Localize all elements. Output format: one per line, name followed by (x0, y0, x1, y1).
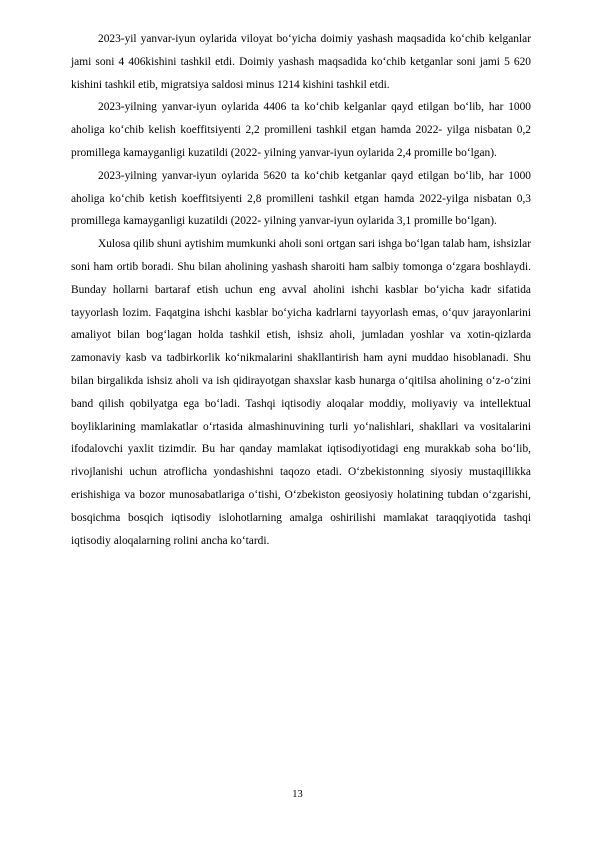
paragraph-immigration-summary: 2023-yil yanvar-iyun oylarida viloyat bo‘yicha doimiy yashash maqsadida ko‘chib kelganlar jami soni 4 406kishini tashkil etdi. Doimiy yashash maqsadida ko‘chib ketganlar soni jami 5 620 kishini tashkil etib, migratsiya saldosi minus 1214 kishini tashkil etdi. (71, 33, 531, 91)
paragraph-arrivals-rate: 2023-yilning yanvar-iyun oylarida 4406 ta ko‘chib kelganlar qayd etilgan bo‘lib, har 1000 aholiga ko‘chib kelish koeffitsiyenti 2,2 promilleni tashkil etgan hamda 2022- yilga nisbatan 0,2 promillega kamayganligi kuzatildi (2022- yilning yanvar-iyun oylarida 2,4 promille bo‘lgan). (71, 101, 531, 159)
document-body (71, 28, 531, 552)
paragraph-departures-rate: 2023-yilning yanvar-iyun oylarida 5620 ta ko‘chib ketganlar qayd etilgan bo‘lib, har 1000 aholiga ko‘chib ketish koeffitsiyenti 2,8 promilleni tashkil etgan hamda 2022-yilga nisbatan 0,3 promillega kamayganligi kuzatildi (2022- yilning yanvar-iyun oylarida 3,1 promille bo‘lgan). (71, 169, 531, 228)
paragraph-conclusion: Xulosa qilib shuni aytishim mumkunki aholi soni ortgan sari ishga bo‘lgan talab ham, ishsizlar soni ham ortib boradi. Shu bilan aholining yashash sharoiti ham salbiy tomonga o‘zgara boshlaydi. Bunday hollarni bartaraf etish uchun eng avval aholini ishchi kasblar bo‘yicha kadr sifatida tayyorlash lozim. Faqatgina ishchi kasblar bo‘yicha kadrlarni tayyorlash emas, o‘quv jarayonlarini amaliyot bilan bog‘lagan holda tashkil etish, ishsiz aholi, jumladan yoshlar va xotin-qizlarda zamonaviy kasb va tadbirkorlik ko‘nikmalarini shakllantirish ham ayni muddao hisoblanadi. Shu bilan birgalikda ishsiz aholi va ish qidirayotgan shaxslar kasb hunarga o‘qitilsa aholining o‘z-o‘zini band qilish qobilyatga ega bo‘ladi. Tashqi iqtisodiy aloqalar moddiy, moliyaviy va intellektual boyliklarining mamlakatlar o‘rtasida almashinuvining turli yo‘nalishlari, shakllari va vositalarini ifodalovchi yaxlit tizimdir. Bu har qanday mamlakat iqtisodiyotidagi eng murakkab soha bo‘lib, rivojlanishi uchun atroflicha yondashishni taqozo etadi. O‘zbekistonning siyosiy mustaqillikka erishishiga va bozor munosabatlariga o‘tishi, O‘zbekiston geosiyosiy holatining tubdan o‘zgarishi, bosqichma bosqich iqtisodiy islohotlarning amalga oshirilishi mamlakat taraqqiyotida tashqi iqtisodiy aloqalarning rolini ancha ko‘tardi. (71, 238, 531, 547)
page-number: 13 (292, 789, 303, 800)
